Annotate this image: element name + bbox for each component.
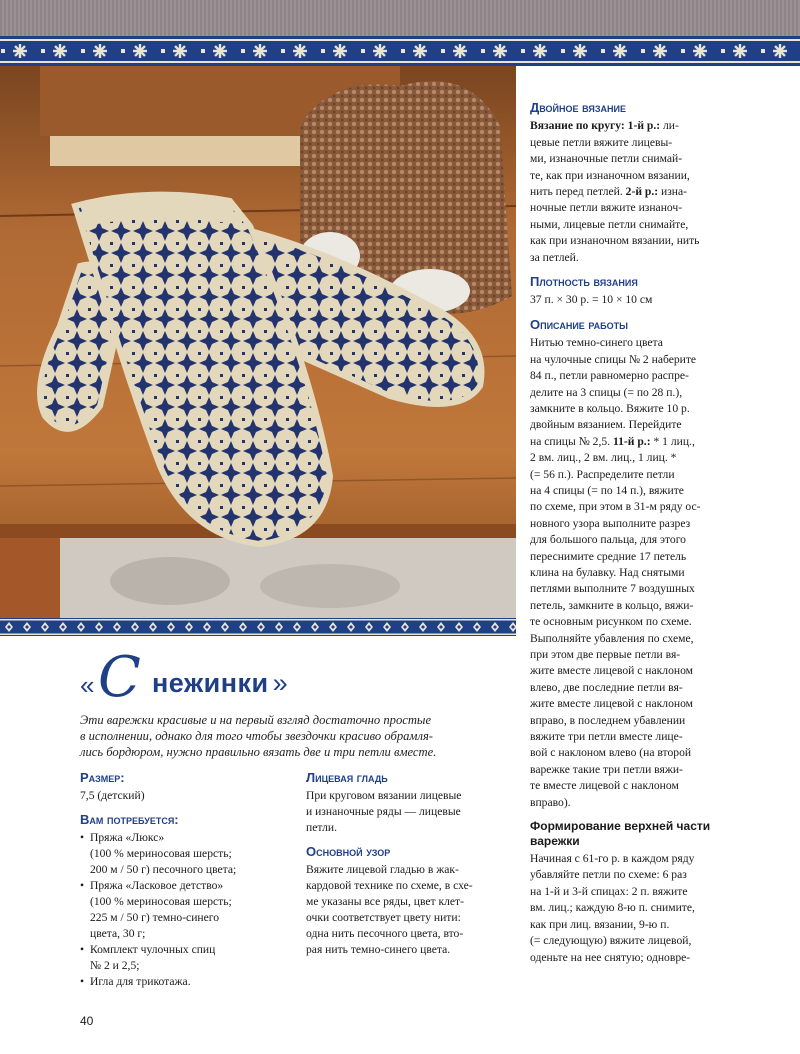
main-pattern-text: Вяжите лицевой гладью в жак- кардовой технике по схеме, в схе- ме указаны все ряды, цвет клет- очки соответствует цвету нити: одна нить песочного цвета, вто- рая нить темно-синего цвета. <box>306 863 473 956</box>
title-rest: нежинки » <box>152 668 289 698</box>
main-pattern-heading: Основной узор <box>306 844 391 859</box>
gauge-text: 37 п. × 30 р. = 10 × 10 см <box>530 293 653 307</box>
instructions-column <box>530 100 786 974</box>
title-open-quote: « <box>80 670 95 700</box>
materials-column <box>80 770 290 990</box>
description-heading: Описание работы <box>530 316 628 332</box>
intro-text: Эти варежки красивые и на первый взгляд достаточно простые в исполнении, однако для того чтобы звездочки красиво обрамля- лись бордюром, нужно правильно вязать две и три петли вместе. <box>80 713 437 759</box>
materials-list <box>80 830 290 990</box>
pattern-title <box>80 645 500 712</box>
list-item: • Пряжа «Люкс» (100 % мериносовая шерсть; 200 м / 50 г) песочного цвета; <box>80 830 290 878</box>
top-shaping-text: Начиная с 61-го р. в каждом ряду убавляйте петли по схеме: 6 раз на 1-й и 3-й спицах: 2 п. вяжите вм. лиц.; каждую 8-ю п. снимите, как при лиц. вязании, 9-ю п. (= следующую) вяжите лицевой, оденьте на нее снятую; одновре- <box>530 852 695 964</box>
list-item: • Комплект чулочных спиц № 2 и 2,5; <box>80 942 290 974</box>
top-gray-bar <box>0 0 800 36</box>
list-item: • Игла для трикотажа. <box>80 974 290 990</box>
size-heading: Размер: <box>80 770 125 785</box>
top-shaping-heading: Формирование верхней части варежки <box>530 819 711 849</box>
stockinette-text: При круговом вязании лицевые и изнаночные ряды — лицевые петли. <box>306 789 462 834</box>
size-value: 7,5 (детский) <box>80 789 145 802</box>
stockinette-heading: Лицевая гладь <box>306 770 388 785</box>
title-initial: С <box>98 645 141 710</box>
list-item: • Пряжа «Ласковое детство» (100 % мериносовая шерсть; 225 м / 50 г) темно-синего цвета, 30 г; <box>80 878 290 942</box>
gauge-heading: Плотность вязания <box>530 274 638 290</box>
ornament-band-top <box>0 36 800 66</box>
ornament-band-photo <box>0 618 516 636</box>
technique-column <box>306 770 506 966</box>
double-knit-heading: Двойное вязание <box>530 100 626 115</box>
description-text: Нитью темно-синего цвета на чулочные спицы № 2 наберите 84 п., петли равномерно распре- делите на 3 спицы (= по 28 п.), замкните в кольцо. Вяжите 10 р. двойным вязанием. Перейдите на спицы № 2,5. 11-й р.: * 1 лиц., 2 вм. лиц., 2 вм. лиц., 1 лиц. * (= 56 п.). Распределите петли на 4 спицы (= по 14 п.), вяжите по схеме, при этом в 31-м ряду ос- новного узора выполните разрез для большого пальца, для этого переснимите средние 17 петель клина на булавку. Над снятыми петлями выполните 7 воздушных петель, замкните в кольцо, вяжи- те основным рисунком по схеме. Выполняйте убавления по схеме, при этом две первые петли вя- жите вместе лицевой с наклоном влево, две последние петли вя- жите вместе лицевой с наклоном вправо, в последнем убавлении вяжите три петли вместе лице- вой с наклоном влево (на второй варежке такие три петли вяжи- те вместе лицевой с наклоном вправо). <box>530 336 701 809</box>
double-knit-text: Вязание по кругу: 1-й р.: ли- цевые петли вяжите лицевы- ми, изнаночные петли снимай- те, как при изнаночном вязании, нить перед петлей. 2-й р.: изна- ночные петли вяжите изнаноч- ными, лицевые петли снимайте, как при изнаночном вязании, нить за петлей. <box>530 119 700 264</box>
materials-heading: Вам потребуется: <box>80 812 179 827</box>
page-number: 40 <box>80 1014 94 1028</box>
mittens-photo <box>0 66 516 618</box>
